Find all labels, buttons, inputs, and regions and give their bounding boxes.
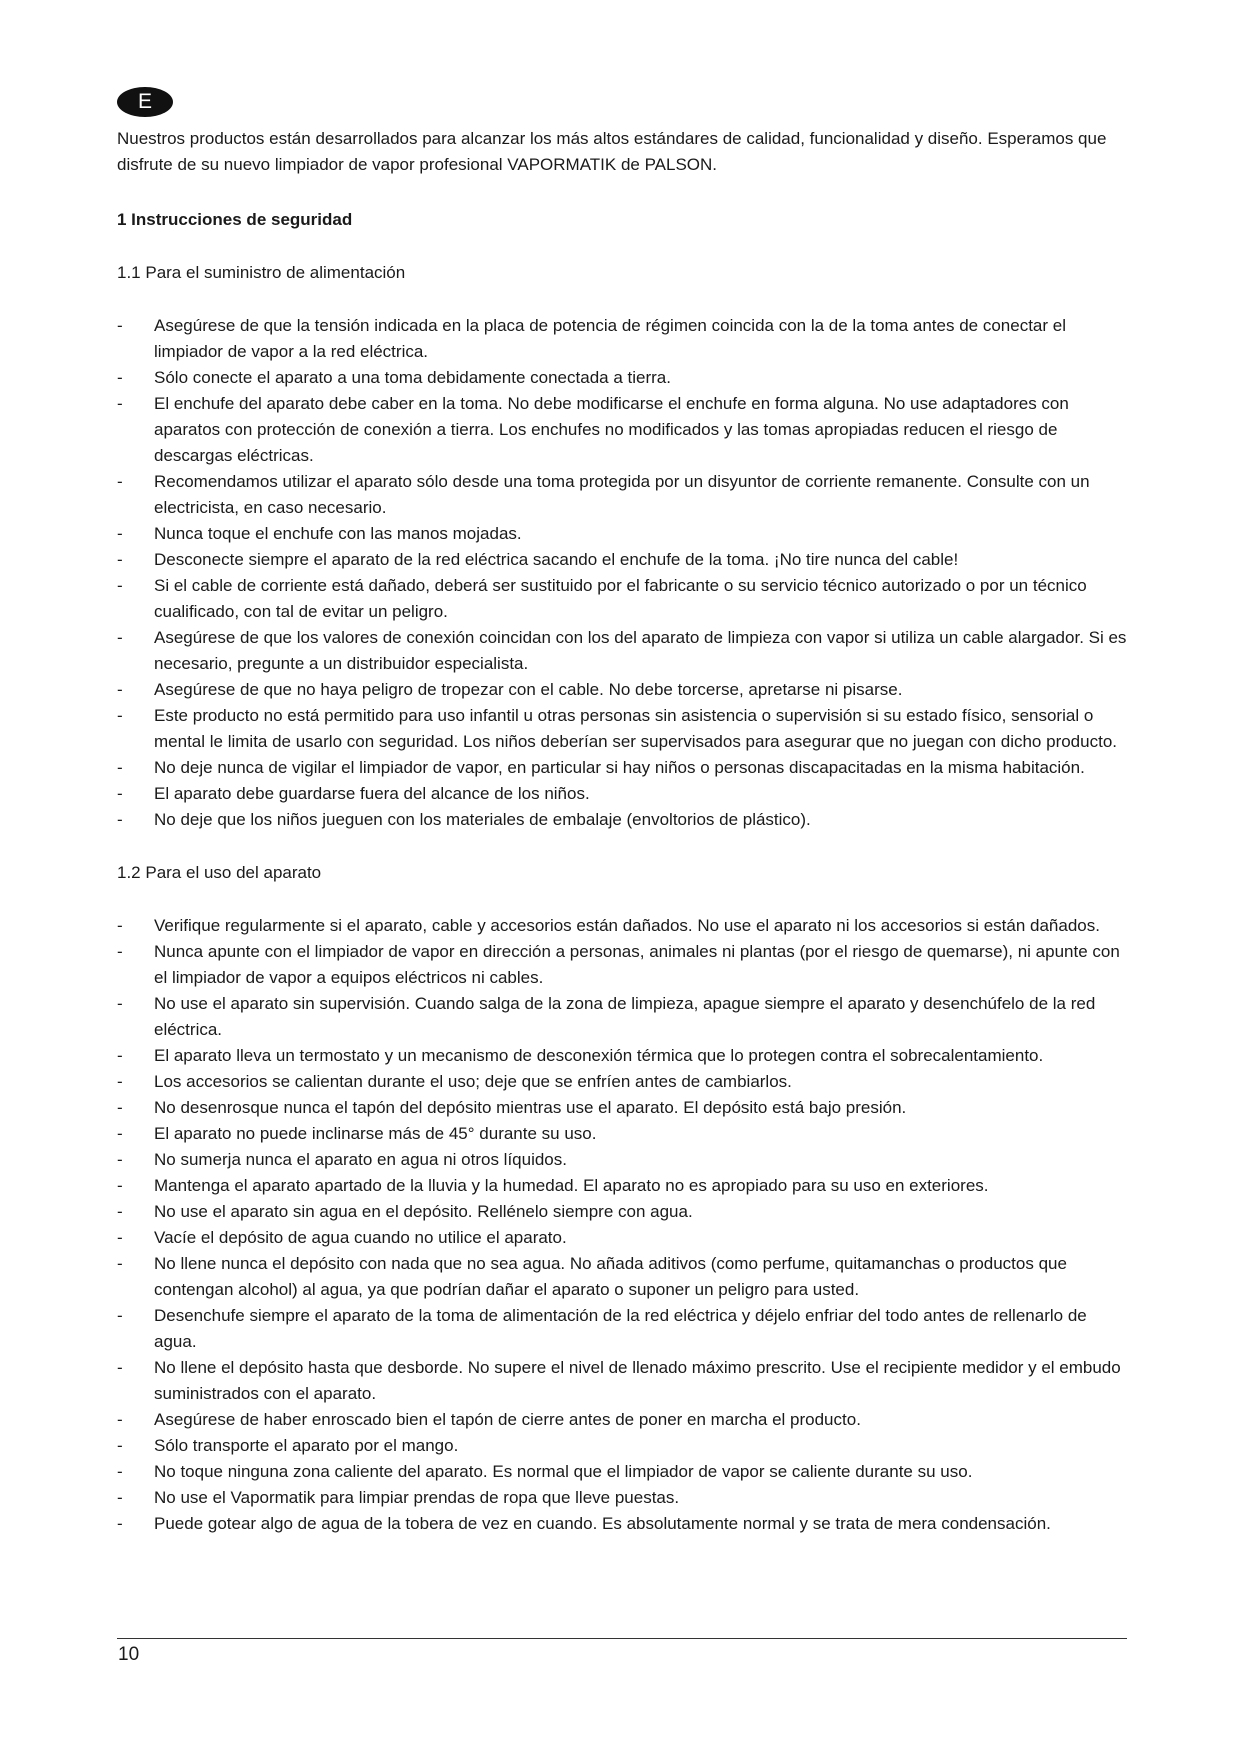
instruction-item bbox=[117, 547, 1127, 573]
instruction-text: No deje que los niños jueguen con los materiales de embalaje (envoltorios de plástico). bbox=[154, 810, 811, 829]
instruction-text: Este producto no está permitido para uso infantil u otras personas sin asistencia o supervisión si su estado físico, sensorial o mental le limita de usarlo con seguridad. Los niños deberían ser supervisados para asegurar que no juegan con dicho producto. bbox=[154, 706, 1117, 751]
instruction-item bbox=[117, 939, 1127, 991]
instruction-text: El aparato lleva un termostato y un mecanismo de desconexión térmica que lo protegen contra el sobrecalentamiento. bbox=[154, 1046, 1044, 1065]
instruction-item bbox=[117, 1251, 1127, 1303]
instruction-item bbox=[117, 991, 1127, 1043]
bullet-dash: - bbox=[117, 680, 123, 699]
instruction-item bbox=[117, 1433, 1127, 1459]
instruction-text: Desenchufe siempre el aparato de la toma de alimentación de la red eléctrica y déjelo enfriar del todo antes de rellenarlo de agua. bbox=[154, 1306, 1087, 1351]
bullet-dash: - bbox=[117, 1124, 123, 1143]
instruction-text: Nunca toque el enchufe con las manos mojadas. bbox=[154, 524, 522, 543]
instruction-text: No llene nunca el depósito con nada que no sea agua. No añada aditivos (como perfume, quitamanchas o productos que contengan alcohol) al agua, ya que podrían dañar el aparato o suponer un peligro para usted. bbox=[154, 1254, 1067, 1299]
instruction-item bbox=[117, 781, 1127, 807]
instruction-text: Vacíe el depósito de agua cuando no utilice el aparato. bbox=[154, 1228, 567, 1247]
bullet-dash: - bbox=[117, 1072, 123, 1091]
bullet-dash: - bbox=[117, 916, 123, 935]
instruction-item bbox=[117, 1173, 1127, 1199]
instruction-text: No llene el depósito hasta que desborde. No supere el nivel de llenado máximo prescrito. Use el recipiente medidor y el embudo suministrados con el aparato. bbox=[154, 1358, 1121, 1403]
bullet-dash: - bbox=[117, 1358, 123, 1377]
instruction-item bbox=[117, 807, 1127, 833]
power-supply-instructions-list bbox=[117, 313, 1127, 833]
bullet-dash: - bbox=[117, 628, 123, 647]
instruction-item bbox=[117, 1199, 1127, 1225]
instruction-item bbox=[117, 365, 1127, 391]
bullet-dash: - bbox=[117, 524, 123, 543]
bullet-dash: - bbox=[117, 472, 123, 491]
manual-page-content bbox=[117, 126, 1127, 1537]
instruction-text: Verifique regularmente si el aparato, cable y accesorios están dañados. No use el aparato ni los accesorios si están dañados. bbox=[154, 916, 1100, 935]
instruction-item bbox=[117, 1303, 1127, 1355]
section-heading-safety: 1 Instrucciones de seguridad bbox=[117, 210, 353, 229]
instruction-item bbox=[117, 1095, 1127, 1121]
instruction-item bbox=[117, 573, 1127, 625]
instruction-item bbox=[117, 703, 1127, 755]
instruction-item bbox=[117, 1459, 1127, 1485]
instruction-item bbox=[117, 521, 1127, 547]
instruction-item bbox=[117, 1121, 1127, 1147]
instruction-item bbox=[117, 1407, 1127, 1433]
language-badge: E bbox=[117, 87, 173, 117]
bullet-dash: - bbox=[117, 1410, 123, 1429]
bullet-dash: - bbox=[117, 784, 123, 803]
instruction-text: No use el aparato sin agua en el depósito. Rellénelo siempre con agua. bbox=[154, 1202, 693, 1221]
instruction-text: Asegúrese de que la tensión indicada en la placa de potencia de régimen coincida con la de la toma antes de conectar el limpiador de vapor a la red eléctrica. bbox=[154, 316, 1066, 361]
bullet-dash: - bbox=[117, 1228, 123, 1247]
footer-divider bbox=[117, 1638, 1127, 1639]
instruction-text: Sólo conecte el aparato a una toma debidamente conectada a tierra. bbox=[154, 368, 671, 387]
instruction-item bbox=[117, 313, 1127, 365]
bullet-dash: - bbox=[117, 1150, 123, 1169]
bullet-dash: - bbox=[117, 1202, 123, 1221]
instruction-text: Recomendamos utilizar el aparato sólo desde una toma protegida por un disyuntor de corriente remanente. Consulte con un electricista, en caso necesario. bbox=[154, 472, 1090, 517]
instruction-text: Los accesorios se calientan durante el uso; deje que se enfríen antes de cambiarlos. bbox=[154, 1072, 792, 1091]
instruction-text: No sumerja nunca el aparato en agua ni otros líquidos. bbox=[154, 1150, 567, 1169]
bullet-dash: - bbox=[117, 1306, 123, 1325]
instruction-item bbox=[117, 469, 1127, 521]
instruction-item bbox=[117, 755, 1127, 781]
instruction-text: Asegúrese de que no haya peligro de tropezar con el cable. No debe torcerse, apretarse ni pisarse. bbox=[154, 680, 903, 699]
bullet-dash: - bbox=[117, 394, 123, 413]
instruction-text: Nunca apunte con el limpiador de vapor en dirección a personas, animales ni plantas (por el riesgo de quemarse), ni apunte con el limpiador de vapor a equipos eléctricos ni cables. bbox=[154, 942, 1120, 987]
instruction-item bbox=[117, 1485, 1127, 1511]
bullet-dash: - bbox=[117, 1098, 123, 1117]
instruction-text: Asegúrese de haber enroscado bien el tapón de cierre antes de poner en marcha el producto. bbox=[154, 1410, 861, 1429]
instruction-text: No use el aparato sin supervisión. Cuando salga de la zona de limpieza, apague siempre el aparato y desenchúfelo de la red eléctrica. bbox=[154, 994, 1096, 1039]
bullet-dash: - bbox=[117, 1176, 123, 1195]
bullet-dash: - bbox=[117, 576, 123, 595]
instruction-text: No desenrosque nunca el tapón del depósito mientras use el aparato. El depósito está bajo presión. bbox=[154, 1098, 907, 1117]
instruction-text: El aparato no puede inclinarse más de 45° durante su uso. bbox=[154, 1124, 597, 1143]
instruction-text: El aparato debe guardarse fuera del alcance de los niños. bbox=[154, 784, 590, 803]
instruction-text: El enchufe del aparato debe caber en la toma. No debe modificarse el enchufe en forma alguna. No use adaptadores con aparatos con protección de conexión a tierra. Los enchufes no modificados y las tomas apropiadas reducen el riesgo de descargas eléctricas. bbox=[154, 394, 1069, 465]
bullet-dash: - bbox=[117, 316, 123, 335]
instruction-text: Si el cable de corriente está dañado, deberá ser sustituido por el fabricante o su servicio técnico autorizado o por un técnico cualificado, con tal de evitar un peligro. bbox=[154, 576, 1087, 621]
appliance-use-instructions-list bbox=[117, 913, 1127, 1537]
bullet-dash: - bbox=[117, 942, 123, 961]
bullet-dash: - bbox=[117, 1514, 123, 1533]
bullet-dash: - bbox=[117, 1436, 123, 1455]
instruction-item bbox=[117, 1043, 1127, 1069]
instruction-item bbox=[117, 1069, 1127, 1095]
bullet-dash: - bbox=[117, 1488, 123, 1507]
bullet-dash: - bbox=[117, 1254, 123, 1273]
instruction-item bbox=[117, 1511, 1127, 1537]
instruction-text: No deje nunca de vigilar el limpiador de vapor, en particular si hay niños o personas discapacitadas en la misma habitación. bbox=[154, 758, 1085, 777]
bullet-dash: - bbox=[117, 706, 123, 725]
instruction-text: Sólo transporte el aparato por el mango. bbox=[154, 1436, 459, 1455]
bullet-dash: - bbox=[117, 1046, 123, 1065]
instruction-text: Asegúrese de que los valores de conexión coincidan con los del aparato de limpieza con vapor si utiliza un cable alargador. Si es necesario, pregunte a un distribuidor especialista. bbox=[154, 628, 1127, 673]
intro-paragraph: Nuestros productos están desarrollados para alcanzar los más altos estándares de calidad, funcionalidad y diseño. Esperamos que disfrute de su nuevo limpiador de vapor profesional VAPORMATIK de PALSON. bbox=[117, 129, 1107, 174]
instruction-item bbox=[117, 1225, 1127, 1251]
bullet-dash: - bbox=[117, 994, 123, 1013]
instruction-item bbox=[117, 391, 1127, 469]
subsection-heading-appliance-use: 1.2 Para el uso del aparato bbox=[117, 863, 322, 882]
bullet-dash: - bbox=[117, 368, 123, 387]
instruction-item bbox=[117, 625, 1127, 677]
bullet-dash: - bbox=[117, 1462, 123, 1481]
bullet-dash: - bbox=[117, 758, 123, 777]
instruction-item bbox=[117, 677, 1127, 703]
instruction-text: No use el Vapormatik para limpiar prendas de ropa que lleve puestas. bbox=[154, 1488, 680, 1507]
page-number: 10 bbox=[118, 1644, 140, 1665]
instruction-text: Mantenga el aparato apartado de la lluvia y la humedad. El aparato no es apropiado para su uso en exteriores. bbox=[154, 1176, 989, 1195]
instruction-text: Puede gotear algo de agua de la tobera de vez en cuando. Es absolutamente normal y se trata de mera condensación. bbox=[154, 1514, 1051, 1533]
bullet-dash: - bbox=[117, 810, 123, 829]
instruction-item bbox=[117, 913, 1127, 939]
instruction-text: Desconecte siempre el aparato de la red eléctrica sacando el enchufe de la toma. ¡No tire nunca del cable! bbox=[154, 550, 959, 569]
instruction-item bbox=[117, 1147, 1127, 1173]
instruction-item bbox=[117, 1355, 1127, 1407]
instruction-text: No toque ninguna zona caliente del aparato. Es normal que el limpiador de vapor se caliente durante su uso. bbox=[154, 1462, 973, 1481]
bullet-dash: - bbox=[117, 550, 123, 569]
subsection-heading-power-supply: 1.1 Para el suministro de alimentación bbox=[117, 263, 406, 282]
